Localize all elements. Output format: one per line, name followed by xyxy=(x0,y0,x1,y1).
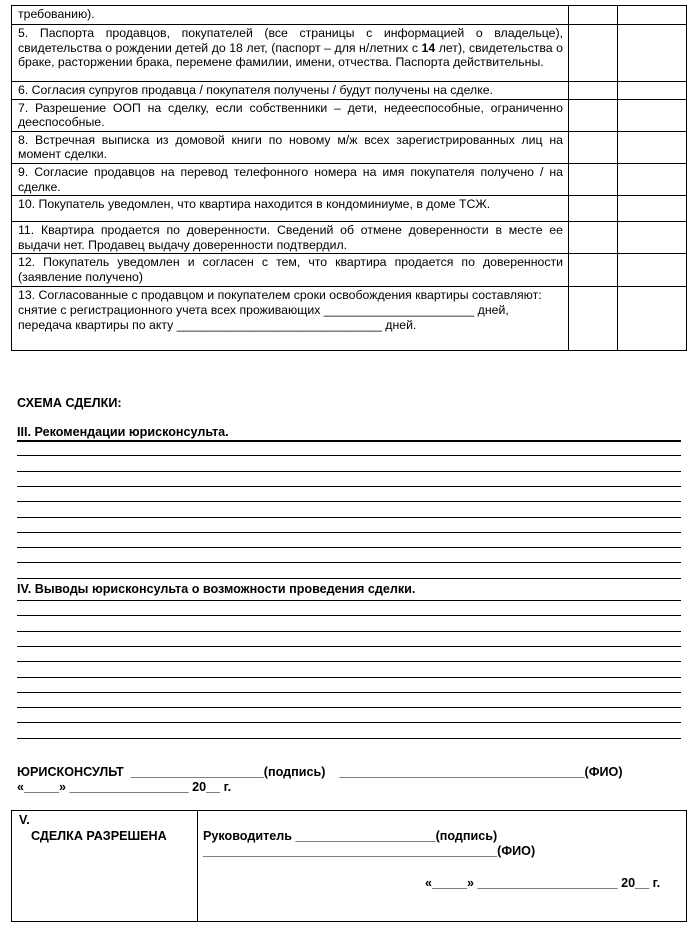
handover-days-blank[interactable]: ______________________________ xyxy=(176,317,382,332)
deregistration-label: снятие с регистрационного учета всех проживающих xyxy=(18,302,321,317)
release-terms-cell xyxy=(12,287,569,351)
checklist-note-cell[interactable] xyxy=(618,163,687,195)
checklist-row-terms xyxy=(12,287,687,351)
checklist-mark-cell[interactable] xyxy=(569,6,618,25)
recommendation-writing-line[interactable] xyxy=(17,532,681,533)
checklist-item-text: 12. Покупатель уведомлен и согласен с тем, что квартира продается по доверенности (заявление получено) xyxy=(12,254,569,287)
approval-block xyxy=(11,810,687,922)
checklist-mark-cell[interactable] xyxy=(569,222,618,254)
checklist-note-cell[interactable] xyxy=(618,131,687,163)
handover-unit: дней. xyxy=(385,317,417,332)
recommendation-writing-line[interactable] xyxy=(17,517,681,518)
conclusion-writing-line[interactable] xyxy=(17,738,681,739)
conclusion-writing-line[interactable] xyxy=(17,722,681,723)
conclusion-writing-line[interactable] xyxy=(17,646,681,647)
checklist-item-text: 9. Согласие продавцов на перевод телефонного номера на имя покупателя получено / на сделке. xyxy=(12,163,569,195)
conclusion-writing-line[interactable] xyxy=(17,600,681,601)
deal-allowed-label: СДЕЛКА РАЗРЕШЕНА xyxy=(31,829,167,843)
recommendation-writing-line[interactable] xyxy=(17,578,681,579)
deregistration-unit: дней, xyxy=(477,302,509,317)
conclusion-writing-line[interactable] xyxy=(17,661,681,662)
checklist-mark-cell[interactable] xyxy=(569,25,618,82)
checklist-item-text: 10. Покупатель уведомлен, что квартира находится в кондоминиуме, в доме ТСЖ. xyxy=(12,196,569,222)
conclusion-writing-line[interactable] xyxy=(17,631,681,632)
conclusion-writing-line[interactable] xyxy=(17,677,681,678)
recommendations-title: III. Рекомендации юрисконсульта. xyxy=(17,425,229,439)
checklist-item-text: 6. Согласия супругов продавца / покупателя получены / будут получены на сделке. xyxy=(12,82,569,100)
checklist-note-cell[interactable] xyxy=(618,25,687,82)
deregistration-days-blank[interactable]: ______________________ xyxy=(323,302,475,317)
scheme-title: СХЕМА СДЕЛКИ: xyxy=(17,396,122,410)
lawyer-date-line: «_____» _________________ 20__ г. xyxy=(17,780,232,794)
recommendation-writing-line[interactable] xyxy=(17,501,681,502)
recommendation-writing-line[interactable] xyxy=(17,455,681,456)
recommendation-writing-line[interactable] xyxy=(17,486,681,487)
handover-label: передача квартиры по акту xyxy=(18,317,174,332)
recommendation-writing-line[interactable] xyxy=(17,471,681,472)
lawyer-signature-line: ЮРИСКОНСУЛЬТ ___________________(подпись) ___________________________________(ФИО) xyxy=(17,765,623,779)
recommendation-writing-line[interactable] xyxy=(17,547,681,548)
checklist-note-cell[interactable] xyxy=(618,287,687,351)
manager-fio-line: __________________________________________(ФИО) xyxy=(203,844,536,858)
checklist-row xyxy=(12,196,687,222)
checklist-row xyxy=(12,131,687,163)
conclusion-writing-line[interactable] xyxy=(17,615,681,616)
checklist-row xyxy=(12,222,687,254)
recommendation-writing-line[interactable] xyxy=(17,562,681,563)
approval-divider xyxy=(197,811,198,921)
checklist-note-cell[interactable] xyxy=(618,254,687,287)
checklist-row xyxy=(12,254,687,287)
checklist-mark-cell[interactable] xyxy=(569,196,618,222)
checklist-note-cell[interactable] xyxy=(618,82,687,100)
conclusions-title: IV. Выводы юрисконсульта о возможности проведения сделки. xyxy=(17,582,416,596)
checklist-mark-cell[interactable] xyxy=(569,82,618,100)
approval-date-line: «_____» ____________________ 20__ г. xyxy=(425,876,661,890)
release-terms-intro: 13. Согласованные с продавцом и покупателем сроки освобождения квартиры составляют: xyxy=(18,288,542,303)
checklist-row xyxy=(12,6,687,25)
checklist-mark-cell[interactable] xyxy=(569,99,618,131)
conclusion-writing-line[interactable] xyxy=(17,692,681,693)
checklist-row xyxy=(12,99,687,131)
checklist-mark-cell[interactable] xyxy=(569,287,618,351)
checklist-item-text: требованию). xyxy=(12,6,569,25)
conclusion-writing-line[interactable] xyxy=(17,707,681,708)
checklist-note-cell[interactable] xyxy=(618,99,687,131)
deregistration-line xyxy=(18,303,563,318)
checklist-row xyxy=(12,25,687,82)
recommendation-writing-line[interactable] xyxy=(17,440,681,442)
checklist-item-text: 7. Разрешение ООП на сделку, если собственники – дети, недееспособные, ограниченно дееспособные. xyxy=(12,99,569,131)
approval-section-number: V. xyxy=(19,813,30,827)
manager-signature-line: Руководитель ____________________(подпись) xyxy=(203,829,498,843)
checklist-mark-cell[interactable] xyxy=(569,131,618,163)
checklist-mark-cell[interactable] xyxy=(569,254,618,287)
checklist-row xyxy=(12,82,687,100)
checklist-item-text: 11. Квартира продается по доверенности. Сведений об отмене доверенности в месте ее выдачи нет. Продавец выдачу доверенности подтвердил. xyxy=(12,222,569,254)
handover-line xyxy=(18,318,563,333)
checklist-row xyxy=(12,163,687,195)
checklist-note-cell[interactable] xyxy=(618,6,687,25)
checklist-body xyxy=(12,6,687,351)
checklist-item-text: 8. Встречная выписка из домовой книги по новому м/ж всех зарегистрированных лиц на момент сделки. xyxy=(12,131,569,163)
checklist-item-text: 5. Паспорта продавцов, покупателей (все страницы с информацией о владельце), свидетельства о рождении детей до 18 лет, (паспорт – для н/летних с 14 лет), свидетельства о браке, расторжении брака, перемене фамилии, имени, отчества. Паспорта действительны. xyxy=(12,25,569,82)
checklist-mark-cell[interactable] xyxy=(569,163,618,195)
checklist-table xyxy=(11,5,687,351)
checklist-note-cell[interactable] xyxy=(618,196,687,222)
checklist-note-cell[interactable] xyxy=(618,222,687,254)
